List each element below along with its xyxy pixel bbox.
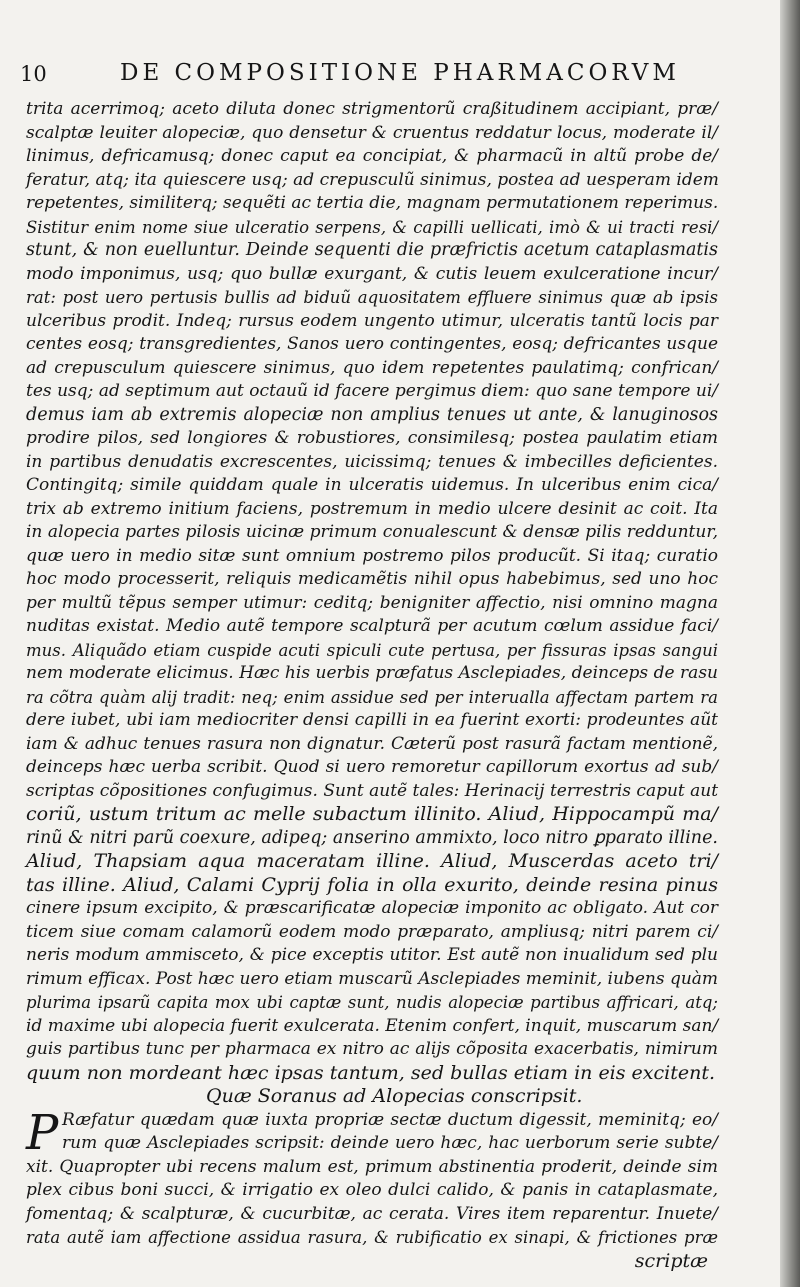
drop-cap: P [26, 1104, 59, 1161]
text-line: hoc modo processerit, reliquis medicamẽtis nihil opus habebimus, sed uno hoc [26, 569, 718, 589]
text-line: Sistitur enim nome siue ulceratio serpens, & capilli uellicati, imò & ui tracti resi/ [26, 217, 718, 237]
text-block [26, 98, 718, 1273]
text-line: ticem siue comam calamorũ eodem modo præparato, ampliusq; nitri parem ci/ [26, 921, 718, 942]
text-line: Aliud, Thapsiam aqua maceratam illine. Aliud, Muscerdas aceto tri/ [26, 850, 718, 872]
text-line: id maxime ubi alopecia fuerit exulcerata. Etenim confert, inquit, muscarum san/ [26, 1015, 719, 1036]
text-line: in alopecia partes pilosis uicinæ primum conualescunt & densæ pilis redduntur, [26, 522, 718, 542]
text-line: fomentaq; & scalpturæ, & cucurbitæ, ac cerata. Vires item reparentur. Inuete/ [26, 1203, 718, 1224]
text-line: repetentes, similiterq; sequẽti ac tertia die, magnam permutationem reperimus. [26, 193, 719, 213]
text-line: rinũ & nitri parũ coexure, adipeq; anserino ammixto, loco nitro ꝑparato illine. [26, 827, 718, 848]
text-line-content: Ræfatur quædam quæ iuxta propriæ sectæ ductum digessit, meminitq; eo/ [62, 1109, 718, 1130]
text-line: neris modum ammisceto, & pice exceptis utitor. Est autẽ non inualidum sed plu [26, 945, 718, 965]
text-line: guis partibus tunc per pharmaca ex nitro ac alijs cõposita exacerbatis, nimirum [26, 1039, 718, 1059]
text-line: scriptas cõpositiones confugimus. Sunt autẽ tales: Herinacij terrestris caput aut [26, 780, 719, 801]
text-line: trix ab extremo initium faciens, postremum in medio ulcere desinit ac coit. Ita [26, 498, 718, 519]
text-line: ad crepusculum quiescere sinimus, quo idem repetentes paulatimq; confrican/ [26, 357, 718, 378]
page-gutter-shadow [780, 0, 800, 1287]
text-line: stunt, & non euelluntur. Deinde sequenti die præfrictis acetum cataplasmatis [26, 240, 718, 260]
text-line: nem moderate elicimus. Hæc his uerbis præfatus Asclepiades, deinceps de rasu [26, 663, 718, 683]
section-paragraph [26, 1104, 718, 1250]
text-line: mus. Aliquãdo etiam cuspide acuti spiculi cute pertusa, per fissuras ipsas sangui [26, 640, 718, 660]
text-line: xit. Quapropter ubi recens malum est, primum abstinentia proderit, deinde sim [26, 1156, 718, 1177]
text-line: coriũ, ustum tritum ac melle subactum illinito. Aliud, Hippocampũ ma/ [26, 803, 718, 825]
text-line: prodire pilos, sed longiores & robustiores, consimilesq; postea paulatim etiam [26, 428, 718, 448]
text-line: linimus, defricamusq; donec caput ea concipiat, & pharmacũ in altũ probe de/ [26, 146, 718, 166]
text-line: in partibus denudatis excrescentes, uicissimq; tenues & imbecilles deficientes. [26, 451, 718, 472]
text-line: feratur, atq; ita quiescere usq; ad crepusculũ sinimus, postea ad uesperam idem [26, 169, 719, 190]
text-line: modo imponimus, usq; quo bullæ exurgant, & cutis leuem exulceratione incur/ [26, 263, 718, 284]
catchword: scriptæ [634, 1249, 708, 1272]
body-paragraph [26, 98, 718, 1085]
text-line: trita acerrimoq; aceto diluta donec strigmentorũ craßitudinem accipiant, præ/ [26, 99, 718, 119]
text-line: rum quæ Asclepiades scripsit: deinde uero hæc, hac uerborum serie subte/ [62, 1133, 718, 1153]
text-line: centes eosq; transgredientes, Sanos uero contingentes, eosq; defricantes usque [26, 334, 718, 354]
text-line: tes usq; ad septimum aut octauũ id facere pergimus diem: quo sane tempore ui/ [26, 381, 718, 401]
text-line: quum non mordeant hæc ipsas tantum, sed bullas etiam in eis excitent. [26, 1061, 716, 1084]
text-line: demus iam ab extremis alopeciæ non amplius tenues ut ante, & lanuginosos [26, 404, 718, 425]
text-line: dere iubet, ubi iam mediocriter densi capilli in ea fuerint exorti: prodeuntes aũt [26, 710, 718, 730]
text-line: tas illine. Aliud, Calami Cyprij folia in olla exurito, deinde resina pinus [26, 873, 718, 896]
running-title: DE COMPOSITIONE PHARMACORVM [120, 60, 680, 86]
text-line: Contingitq; simile quiddam quale in ulceratis uidemus. In ulceribus enim cica/ [26, 475, 718, 495]
text-line: per multũ tẽpus semper utimur: ceditq; benigniter affectio, nisi omnino magna [26, 592, 718, 613]
section-heading: Quæ Soranus ad Alopecias conscripsit. [206, 1085, 583, 1107]
text-line: iam & adhuc tenues rasura non dignatur. Cæterũ post rasurã factam mentionẽ, [26, 733, 718, 754]
text-line: rimum efficax. Post hæc uero etiam muscarũ Asclepiades meminit, iubens quàm [26, 968, 719, 989]
text-line: ulceribus prodit. Indeq; rursus eodem ungento utimur, ulceratis tantũ locis par [26, 310, 718, 331]
text-line: rata autẽ iam affectione assidua rasura, & rubificatio ex sinapi, & frictiones præ [26, 1228, 718, 1247]
page-number: 10 [20, 62, 47, 86]
text-line: nuditas existat. Medio autẽ tempore scalpturã per acutum cœlum assidue faci/ [26, 616, 718, 636]
text-line: deinceps hæc uerba scribit. Quod si uero remoretur capillorum exortus ad sub/ [26, 757, 718, 777]
text-line: rat: post uero pertusis bullis ad biduũ aquositatem effluere sinimus quæ ab ipsis [26, 288, 718, 307]
page-header [20, 60, 720, 90]
text-line: cinere ipsum excipito, & præscarificatæ alopeciæ imponito ac obligato. Aut cor [26, 898, 718, 918]
text-line: ra cõtra quàm alij tradit: neq; enim assidue sed per interualla affectam partem ra [26, 687, 718, 707]
text-line: plex cibus boni succi, & irrigatio ex oleo dulci calido, & panis in cataplasmate, [26, 1180, 718, 1200]
text-line: plurima ipsarũ capita mox ubi captæ sunt, nudis alopeciæ partibus affricari, atq; [26, 993, 718, 1012]
text-line: quæ uero in medio sitæ sunt omnium postremo pilos producũt. Si itaq; curatio [26, 545, 718, 566]
text-line: scalptæ leuiter alopeciæ, quo densetur & cruentus reddatur locus, moderate il/ [26, 122, 718, 143]
